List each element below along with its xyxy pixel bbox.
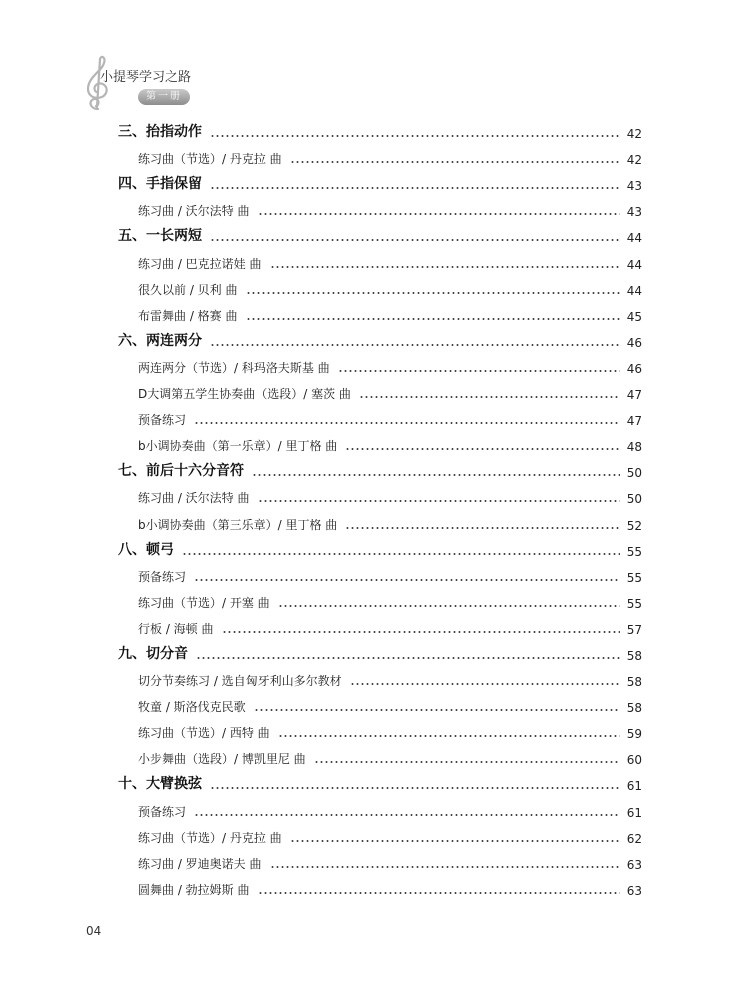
dot-leader [258, 500, 621, 502]
page-number: 04 [86, 924, 102, 938]
volume-badge: 第一册 [138, 89, 190, 105]
dot-leader [278, 735, 620, 737]
toc-entry-row [118, 875, 642, 901]
dot-leader [246, 292, 621, 294]
page-ref: 61 [626, 805, 642, 820]
page-ref: 60 [626, 753, 642, 768]
page-ref: 55 [626, 596, 642, 611]
dot-leader [314, 761, 620, 763]
page-ref: 55 [626, 544, 642, 559]
page-ref: 58 [626, 701, 642, 716]
page-ref: 58 [626, 675, 642, 690]
dot-leader [350, 683, 620, 685]
toc-entry-row [118, 692, 642, 718]
dot-leader [290, 840, 620, 842]
chapter-title: 七、前后十六分音符 [118, 463, 244, 480]
entry-title: 很久以前 / 贝利 曲 [138, 282, 238, 297]
dot-leader [182, 553, 620, 555]
page-ref: 58 [626, 648, 642, 663]
page-ref: 45 [626, 309, 642, 324]
toc-entry-row [118, 718, 642, 744]
page-ref: 44 [626, 231, 642, 246]
toc-entry-row [118, 431, 642, 457]
dot-leader [290, 161, 620, 163]
page-ref: 50 [626, 492, 642, 507]
toc-entry-row [118, 588, 642, 614]
toc-entry-row [118, 353, 642, 379]
toc-entry-row [118, 509, 642, 535]
chapter-title: 六、两连两分 [118, 332, 202, 349]
page-ref: 47 [626, 414, 642, 429]
dot-leader [345, 448, 620, 450]
dot-leader [210, 344, 620, 346]
entry-title: 预备练习 [138, 569, 187, 584]
toc-entry-row [118, 483, 642, 509]
toc-chapter-row [118, 640, 642, 666]
dot-leader [194, 814, 620, 816]
entry-title: 布雷舞曲 / 格赛 曲 [138, 308, 238, 323]
entry-title: D大调第五学生协奏曲（选段）/ 塞茨 曲 [138, 387, 351, 402]
dot-leader [210, 239, 620, 241]
page-ref: 47 [626, 388, 642, 403]
page-ref: 42 [626, 153, 642, 168]
book-title: 小提琴学习之路 [100, 70, 192, 85]
dot-leader [222, 631, 621, 633]
page-ref: 42 [626, 127, 642, 142]
toc-chapter-row [118, 770, 642, 796]
toc-entry-row [118, 744, 642, 770]
toc-chapter-row [118, 170, 642, 196]
page-ref: 46 [626, 335, 642, 350]
toc-chapter-row [118, 457, 642, 483]
page-ref: 44 [626, 257, 642, 272]
dot-leader [210, 187, 620, 189]
entry-title: 切分节奏练习 / 选自匈牙利山多尔教材 [138, 674, 342, 689]
toc-chapter-row [118, 222, 642, 248]
toc-entry-row [118, 614, 642, 640]
entry-title: 练习曲 / 罗迪奥诺夫 曲 [138, 856, 262, 871]
entry-title: 练习曲（节选）/ 西特 曲 [138, 726, 270, 741]
chapter-title: 三、抬指动作 [118, 124, 202, 141]
page-ref: 63 [626, 883, 642, 898]
toc-chapter-row [118, 327, 642, 353]
page-ref: 63 [626, 857, 642, 872]
dot-leader [194, 579, 620, 581]
page-ref: 52 [626, 518, 642, 533]
book-header [80, 55, 230, 115]
toc-entry-row [118, 248, 642, 274]
toc-entry-row [118, 796, 642, 822]
dot-leader [359, 396, 620, 398]
toc-entry-row [118, 379, 642, 405]
page-ref: 57 [626, 622, 642, 637]
page-ref: 46 [626, 361, 642, 376]
dot-leader [210, 135, 620, 137]
toc-entry-row [118, 849, 642, 875]
toc-chapter-row [118, 536, 642, 562]
entry-title: 练习曲 / 巴克拉诺娃 曲 [138, 256, 262, 271]
dot-leader [196, 657, 620, 659]
entry-title: 圆舞曲 / 勃拉姆斯 曲 [138, 882, 250, 897]
entry-title: 牧童 / 斯洛伐克民歌 [138, 700, 246, 715]
entry-title: 练习曲 / 沃尔法特 曲 [138, 204, 250, 219]
toc-entry-row [118, 562, 642, 588]
entry-title: 预备练习 [138, 413, 187, 428]
page-ref: 43 [626, 179, 642, 194]
page-ref: 62 [626, 831, 642, 846]
page-ref: 43 [626, 205, 642, 220]
dot-leader [270, 866, 621, 868]
entry-title: 练习曲（节选）/ 开塞 曲 [138, 595, 270, 610]
toc-entry-row [118, 405, 642, 431]
page-ref: 55 [626, 570, 642, 585]
toc-entry-row [118, 275, 642, 301]
dot-leader [258, 892, 621, 894]
page-ref: 48 [626, 440, 642, 455]
toc-entry-row [118, 823, 642, 849]
dot-leader [254, 709, 620, 711]
entry-title: 预备练习 [138, 804, 187, 819]
toc-entry-row [118, 144, 642, 170]
page-ref: 61 [626, 779, 642, 794]
dot-leader [258, 213, 621, 215]
page-ref: 59 [626, 727, 642, 742]
table-of-contents [118, 118, 642, 901]
dot-leader [345, 527, 620, 529]
chapter-title: 五、一长两短 [118, 228, 202, 245]
page-ref: 44 [626, 283, 642, 298]
chapter-title: 四、手指保留 [118, 176, 202, 193]
toc-chapter-row [118, 118, 642, 144]
entry-title: 练习曲（节选）/ 丹克拉 曲 [138, 152, 282, 167]
entry-title: 练习曲（节选）/ 丹克拉 曲 [138, 830, 282, 845]
chapter-title: 八、顿弓 [118, 541, 174, 558]
dot-leader [194, 422, 620, 424]
entry-title: b小调协奏曲（第一乐章）/ 里丁格 曲 [138, 439, 338, 454]
dot-leader [278, 605, 620, 607]
entry-title: 练习曲 / 沃尔法特 曲 [138, 491, 250, 506]
dot-leader [338, 370, 620, 372]
entry-title: 小步舞曲（选段）/ 博凯里尼 曲 [138, 752, 306, 767]
dot-leader [210, 787, 620, 789]
dot-leader [246, 318, 621, 320]
page-ref: 50 [626, 466, 642, 481]
entry-title: 行板 / 海顿 曲 [138, 621, 214, 636]
chapter-title: 十、大臂换弦 [118, 776, 202, 793]
entry-title: 两连两分（节选）/ 科玛洛夫斯基 曲 [138, 360, 330, 375]
dot-leader [252, 474, 620, 476]
entry-title: b小调协奏曲（第三乐章）/ 里丁格 曲 [138, 517, 338, 532]
chapter-title: 九、切分音 [118, 645, 188, 662]
toc-entry-row [118, 196, 642, 222]
toc-entry-row [118, 666, 642, 692]
toc-entry-row [118, 301, 642, 327]
dot-leader [270, 266, 621, 268]
